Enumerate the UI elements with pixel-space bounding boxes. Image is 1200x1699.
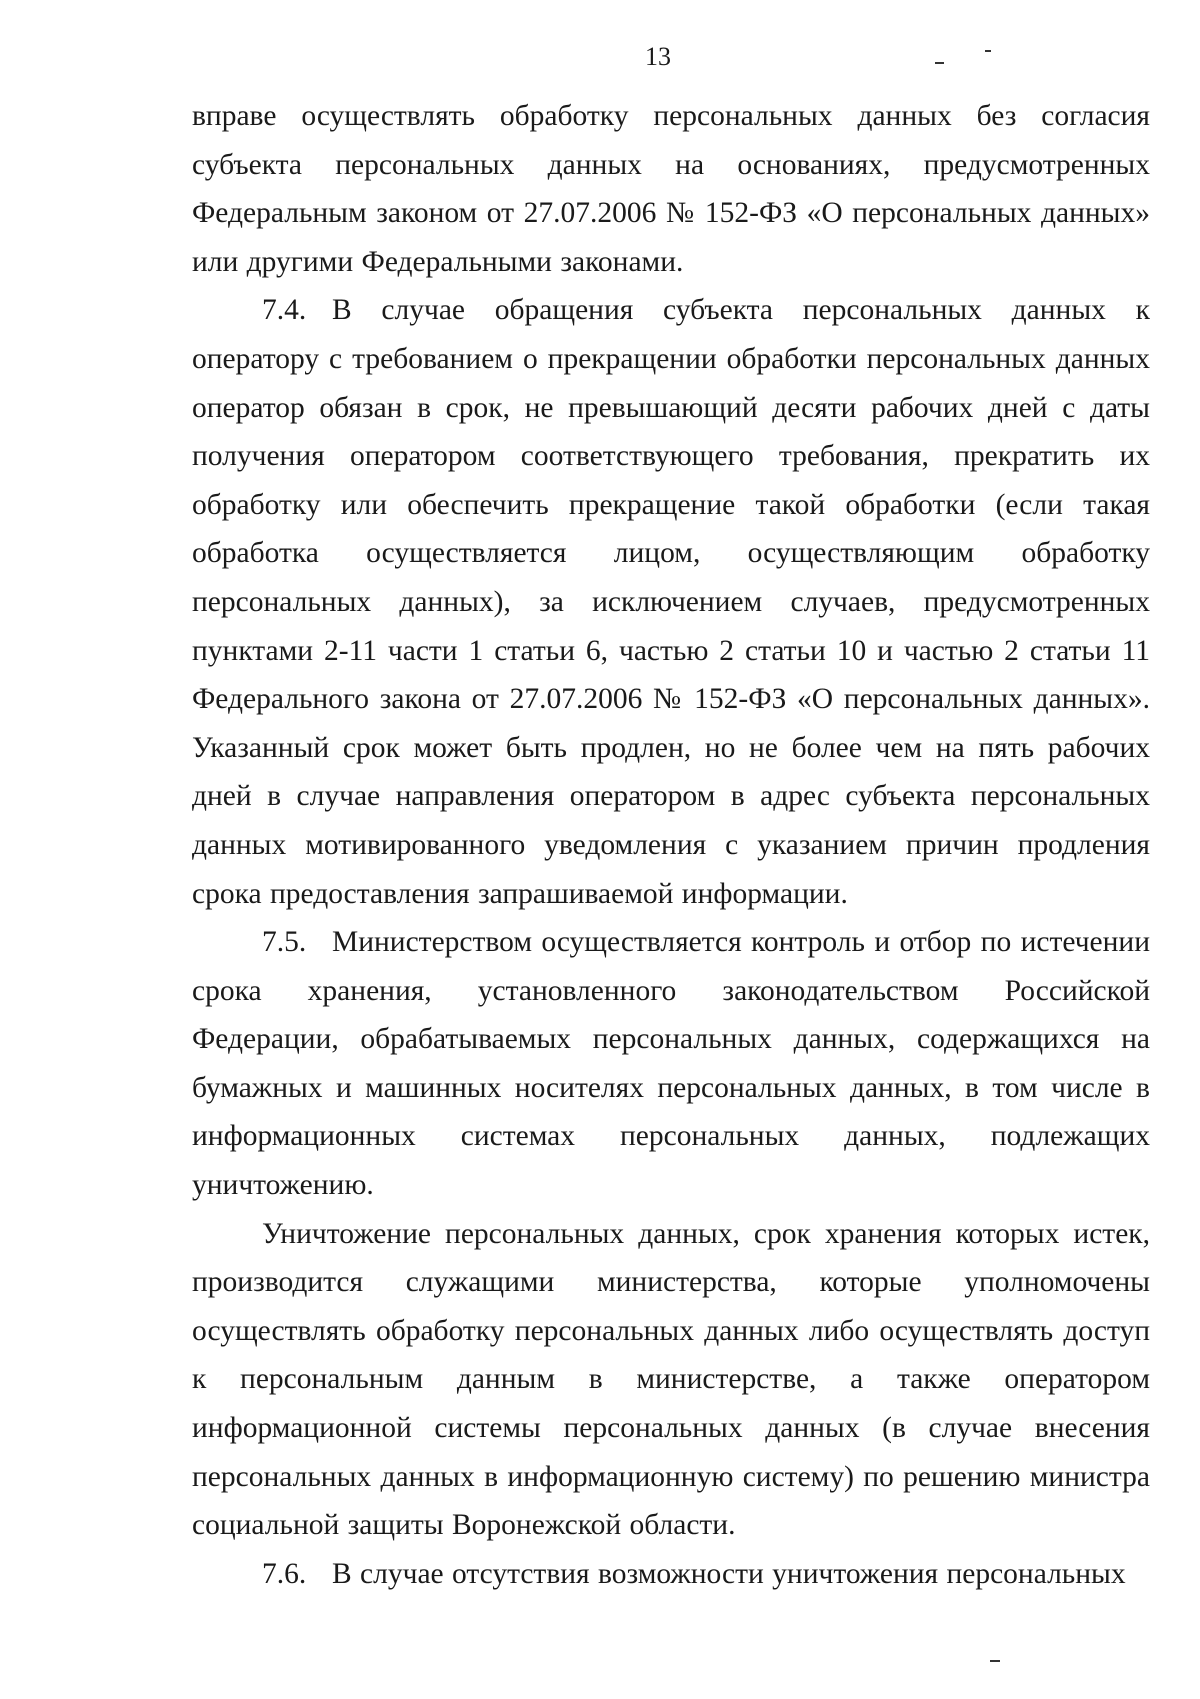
scan-mark <box>990 1660 1000 1662</box>
paragraph-7-5 <box>192 918 1150 1210</box>
paragraph-continuation <box>192 92 1150 286</box>
page-number: 13 <box>645 42 671 71</box>
paragraph-text: Уничтожение персональных данных, срок хранения которых истек, производится служащими министерства, которые уполномочены осуществлять обработку персональных данных либо осуществлять доступ к персональным данным в министерстве, а также оператором информационной системы персональных данных (в случае внесения персональных данных в информационную систему) по решению министра социальной защиты Воронежской области. <box>192 1217 1150 1542</box>
paragraph-number: 7.5. <box>262 926 307 959</box>
scan-mark <box>985 50 991 52</box>
paragraph-number: 7.6. <box>262 1557 307 1590</box>
paragraph-text: В случае обращения субъекта персональных данных к оператору с требованием о прекращении обработки персональных данных оператор обязан в срок, не превышающий десяти рабочих дней с даты получения оператором соответствующего требования, прекратить их обработку или обеспечить прекращение такой обработки (если такая обработка осуществляется лицом, осуществляющим обработку персональных данных), за исключением случаев, предусмотренных пунктами 2-11 части 1 статьи 6, частью 2 статьи 10 и частью 2 статьи 11 Федерального закона от 27.07.2006 № 152-ФЗ «О персональных данных». Указанный срок может быть продлен, но не более чем на пять рабочих дней в случае направления оператором в адрес субъекта персональных данных мотивированного уведомления с указанием причин продления срока предоставления запрашиваемой информации. <box>192 294 1150 910</box>
paragraph-7-6 <box>192 1550 1150 1599</box>
paragraph-text: Министерством осуществляется контроль и отбор по истечении срока хранения, установленного законодательством Российской Федерации, обрабатываемых персональных данных, содержащихся на бумажных и машинных носителях персональных данных, в том числе в информационных системах персональных данных, подлежащих уничтожению. <box>192 926 1150 1202</box>
document-body <box>192 92 1150 1598</box>
paragraph-destruction <box>192 1210 1150 1550</box>
paragraph-text: вправе осуществлять обработку персональных данных без согласия субъекта персональных данных на основаниях, предусмотренных Федеральным законом от 27.07.2006 № 152-ФЗ «О персональных данных» или другими Федеральными законами. <box>192 100 1150 278</box>
scan-mark <box>935 62 944 64</box>
paragraph-text: В случае отсутствия возможности уничтожения персональных <box>332 1557 1126 1590</box>
paragraph-number: 7.4. <box>262 294 307 327</box>
paragraph-7-4 <box>192 286 1150 918</box>
